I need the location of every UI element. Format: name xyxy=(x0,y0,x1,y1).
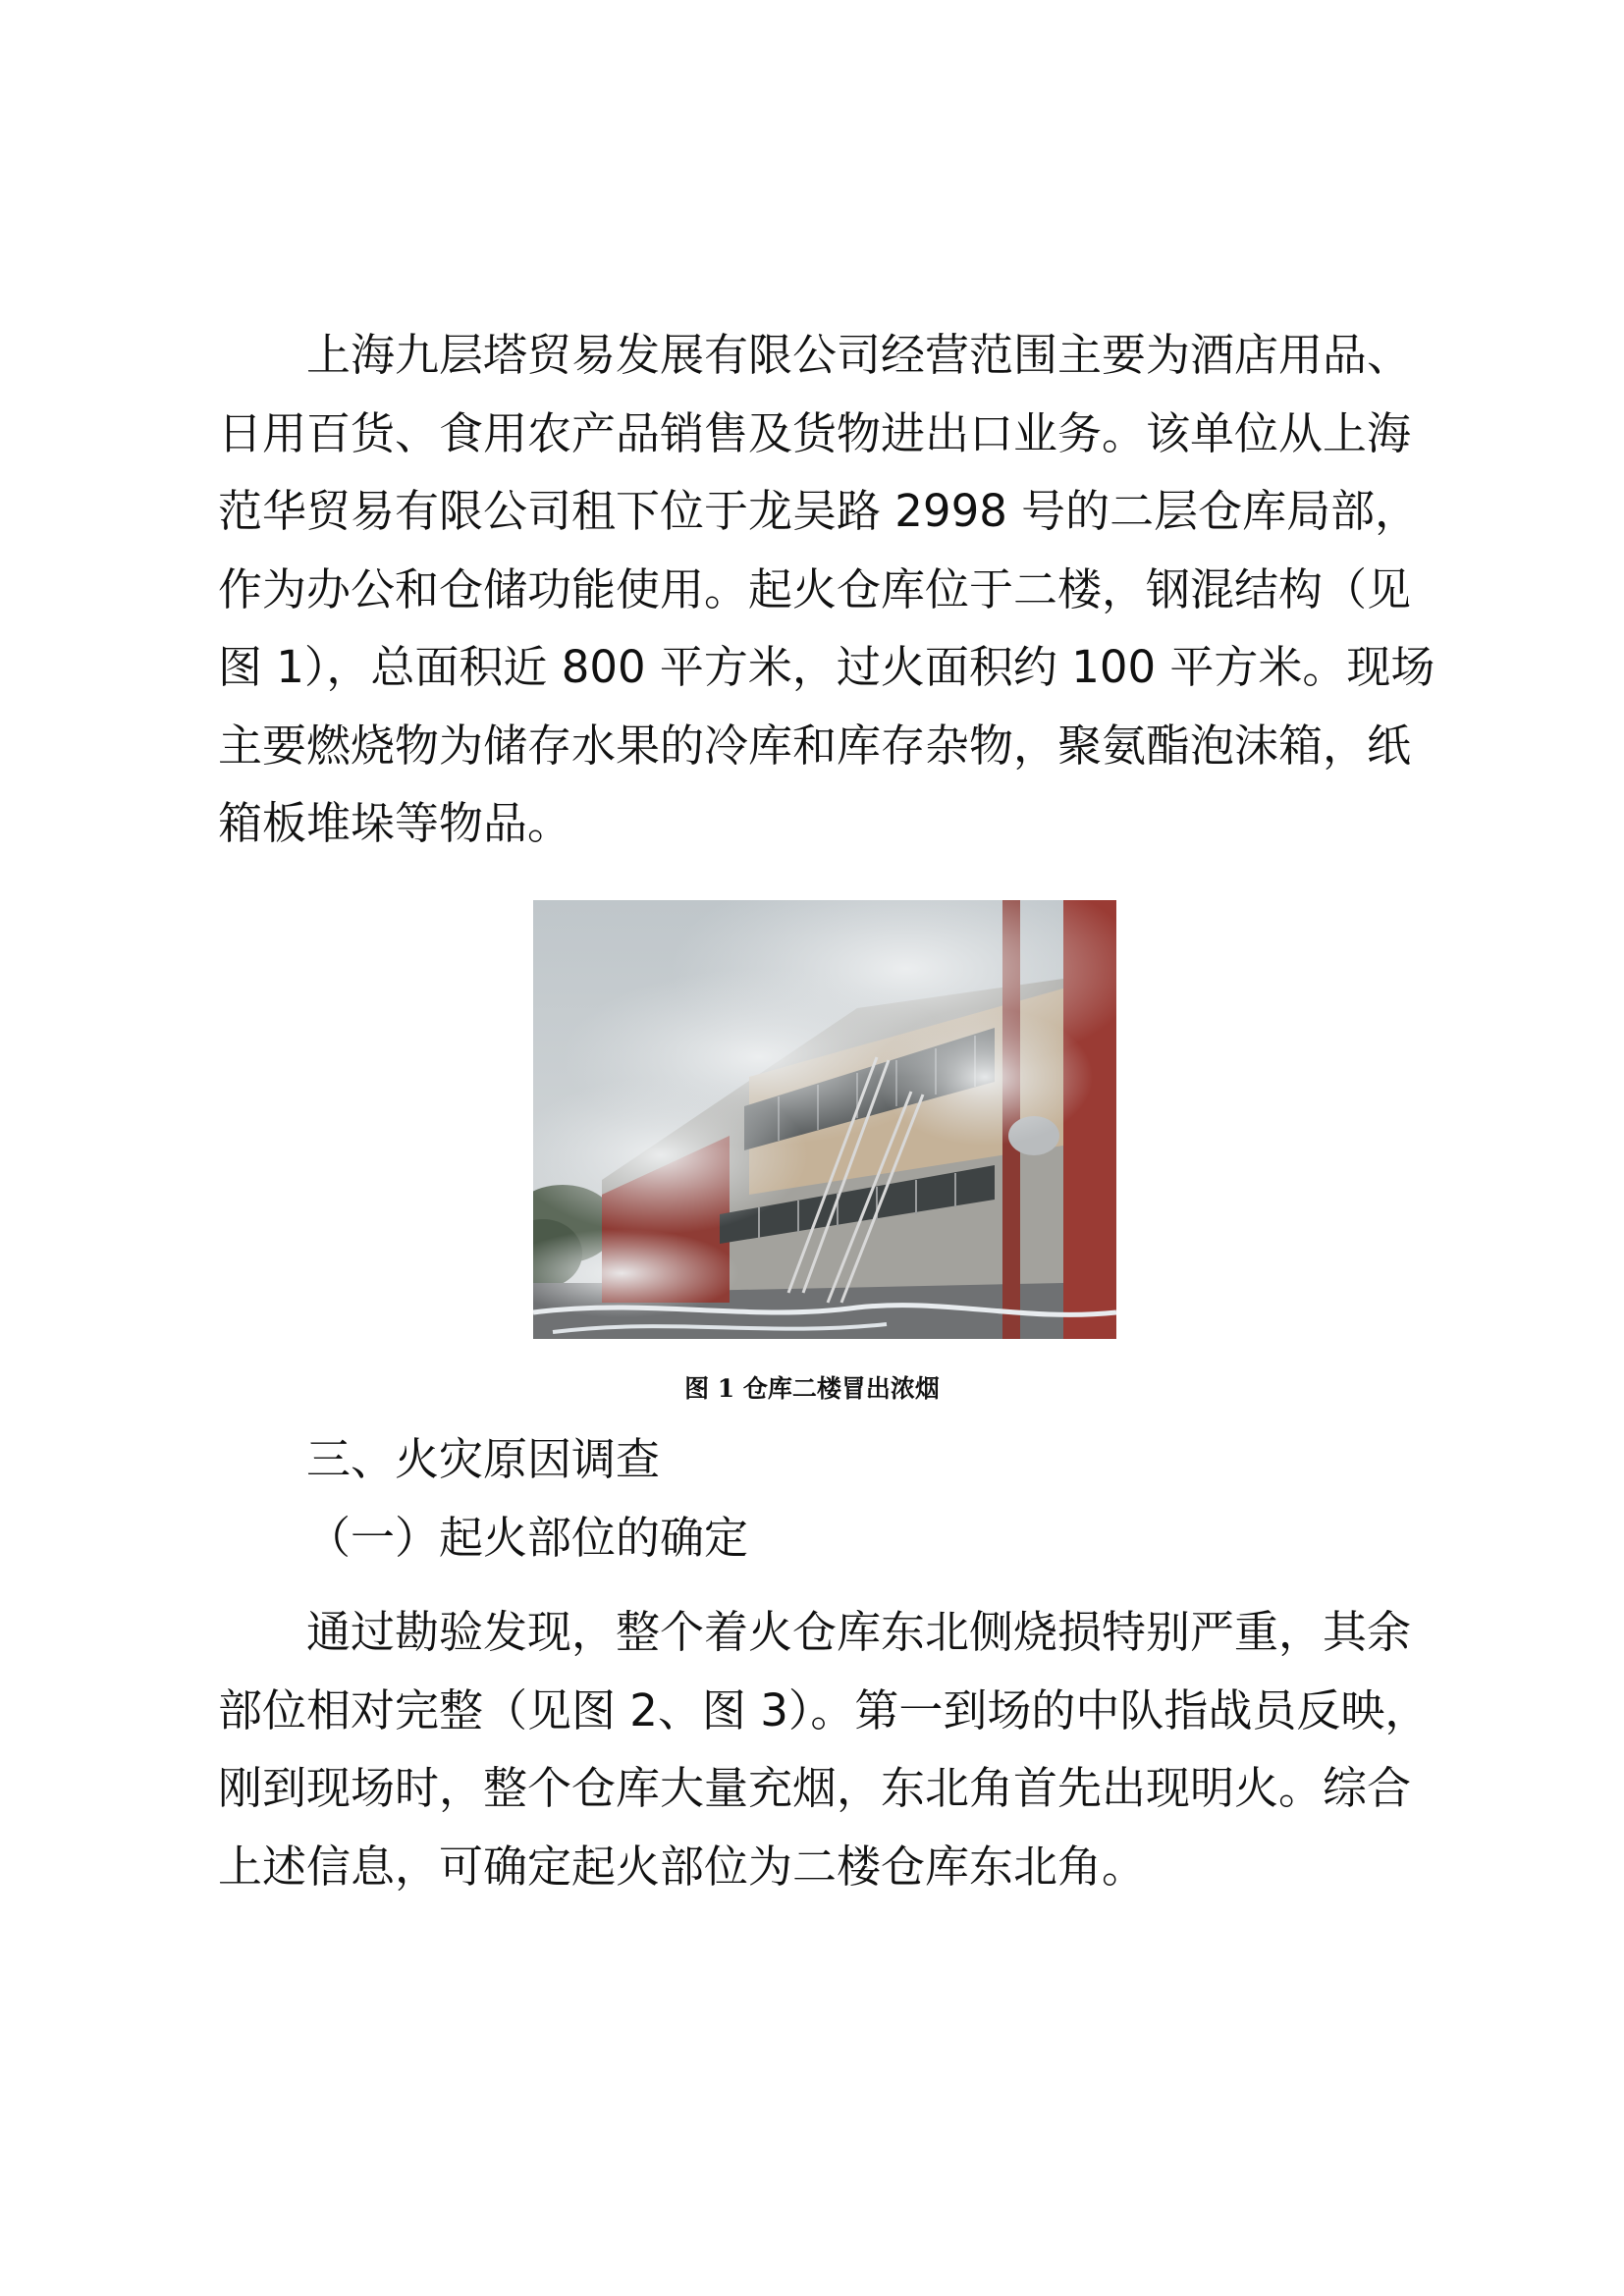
text-line: 箱板堆垛等物品。 xyxy=(218,797,572,849)
text-line: 日用百货、食用农产品销售及货物进出口业务。该单位从上海 xyxy=(218,406,1412,459)
text-line: 通过勘验发现，整个着火仓库东北侧烧损特别严重，其余 xyxy=(306,1606,1412,1658)
figure-caption: 图 1 仓库二楼冒出浓烟 xyxy=(684,1374,940,1403)
paragraph-fire-origin xyxy=(218,1593,1435,1905)
text-line: 图 1），总面积近 800 平方米，过火面积约 100 平方米。现场 xyxy=(218,641,1435,693)
text-line: 上述信息，可确定起火部位为二楼仓库东北角。 xyxy=(218,1840,1147,1893)
text-line: 刚到现场时，整个仓库大量充烟，东北角首先出现明火。综合 xyxy=(218,1762,1412,1814)
text-line: 范华贸易有限公司租下位于龙吴路 2998 号的二层仓库局部， xyxy=(218,485,1420,537)
warehouse-smoke-illustration xyxy=(533,900,1116,1339)
text-line: 部位相对完整（见图 2、图 3）。第一到场的中队指战员反映， xyxy=(218,1683,1430,1736)
text-line: 上海九层塔贸易发展有限公司经营范围主要为酒店用品、 xyxy=(306,329,1412,381)
figure-warehouse-smoke-photo xyxy=(533,900,1116,1339)
subsection-heading: （一）起火部位的确定 xyxy=(306,1512,749,1564)
section-heading: 三、火灾原因调查 xyxy=(306,1433,661,1485)
text-line: 作为办公和仓储功能使用。起火仓库位于二楼，钢混结构（见 xyxy=(218,562,1412,615)
text-line: 主要燃烧物为储存水果的冷库和库存杂物，聚氨酯泡沫箱，纸 xyxy=(218,719,1412,772)
paragraph-unit-description xyxy=(218,316,1435,863)
